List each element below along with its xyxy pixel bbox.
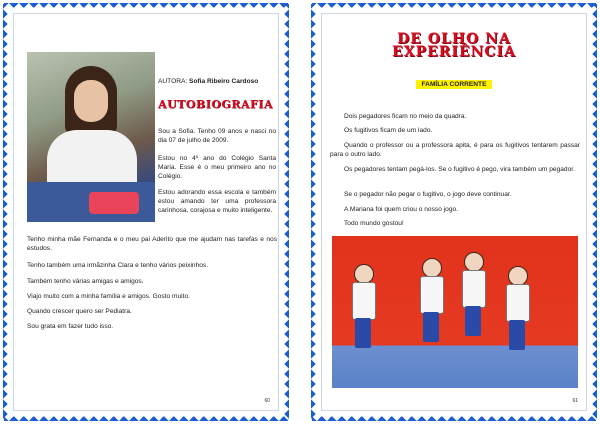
paragraph: Estou no 4º ano do Colégio Santa Maria. Esse é o meu primeiro ano no Colégio. [158, 155, 276, 181]
author-photo [27, 52, 155, 222]
paragraph: Também tenho várias amigas e amigos. [27, 278, 144, 285]
section-title-line2: EXPERIÊNCIA [392, 44, 516, 60]
paragraph: Se o pegador não pegar o fugitivo, o jogo deve continuar. [344, 191, 512, 198]
paragraph: Viajo muito com a minha família e amigos. Gosto muito. [27, 293, 190, 300]
autobiography-heading: AUTOBIOGRAFIA [158, 98, 273, 111]
triangle-border-bottom [4, 413, 288, 421]
paragraph: Tenho também uma irmãzinha Clara e tenho vários peixinhos. [27, 262, 209, 269]
page-number: 61 [572, 398, 578, 404]
paragraph: Todo mundo gostou! [344, 220, 404, 227]
paragraph: A Mariana foi quem criou o nosso jogo. [344, 206, 458, 213]
paragraph: Tenho minha mãe Fernanda e o meu pai Aderito que me ajudam nas tarefas e nos estudos. [27, 236, 277, 253]
triangle-border-left [3, 4, 11, 420]
paragraph: Os pegadores tentam pegá-los. Se o fugitivo é pego, vira também um pegador. [344, 166, 575, 173]
triangle-border-right [281, 4, 289, 420]
game-title: FAMÍLIA CORRENTE [416, 80, 492, 89]
paragraph: Dois pegadores ficam no meio da quadra. [344, 113, 467, 120]
paragraph: Quando crescer quero ser Pediatra. [27, 308, 132, 315]
triangle-border-left [311, 4, 319, 420]
author-label: AUTORA: [158, 78, 188, 85]
author-line [158, 78, 258, 85]
left-page [0, 0, 292, 424]
children-drawing [332, 236, 578, 388]
book-spine [292, 0, 308, 424]
paragraph: Os fugitivos ficam de um lado. [344, 127, 433, 134]
page-number: 60 [264, 398, 270, 404]
author-name: Sofia Ribeiro Cardoso [189, 78, 259, 85]
paragraph: Sou grata em fazer tudo isso. [27, 323, 114, 330]
triangle-border-top [312, 3, 596, 11]
triangle-border-bottom [312, 413, 596, 421]
triangle-border-right [589, 4, 597, 420]
paragraph: Quando o professor ou a professora apita, é para os fugitivos tentarem passar para o outro lado. [330, 142, 580, 159]
section-title-line1: DE OLHO NA [397, 31, 511, 47]
right-page [308, 0, 600, 424]
paragraph: Sou a Sofia. Tenho 09 anos e nasci no dia 07 de julho de 2009. [158, 128, 276, 145]
paragraph: Estou adorando essa escola e também estou amando ter uma professora carinhosa, corajosa e muito inteligente. [158, 189, 276, 215]
triangle-border-top [4, 3, 288, 11]
